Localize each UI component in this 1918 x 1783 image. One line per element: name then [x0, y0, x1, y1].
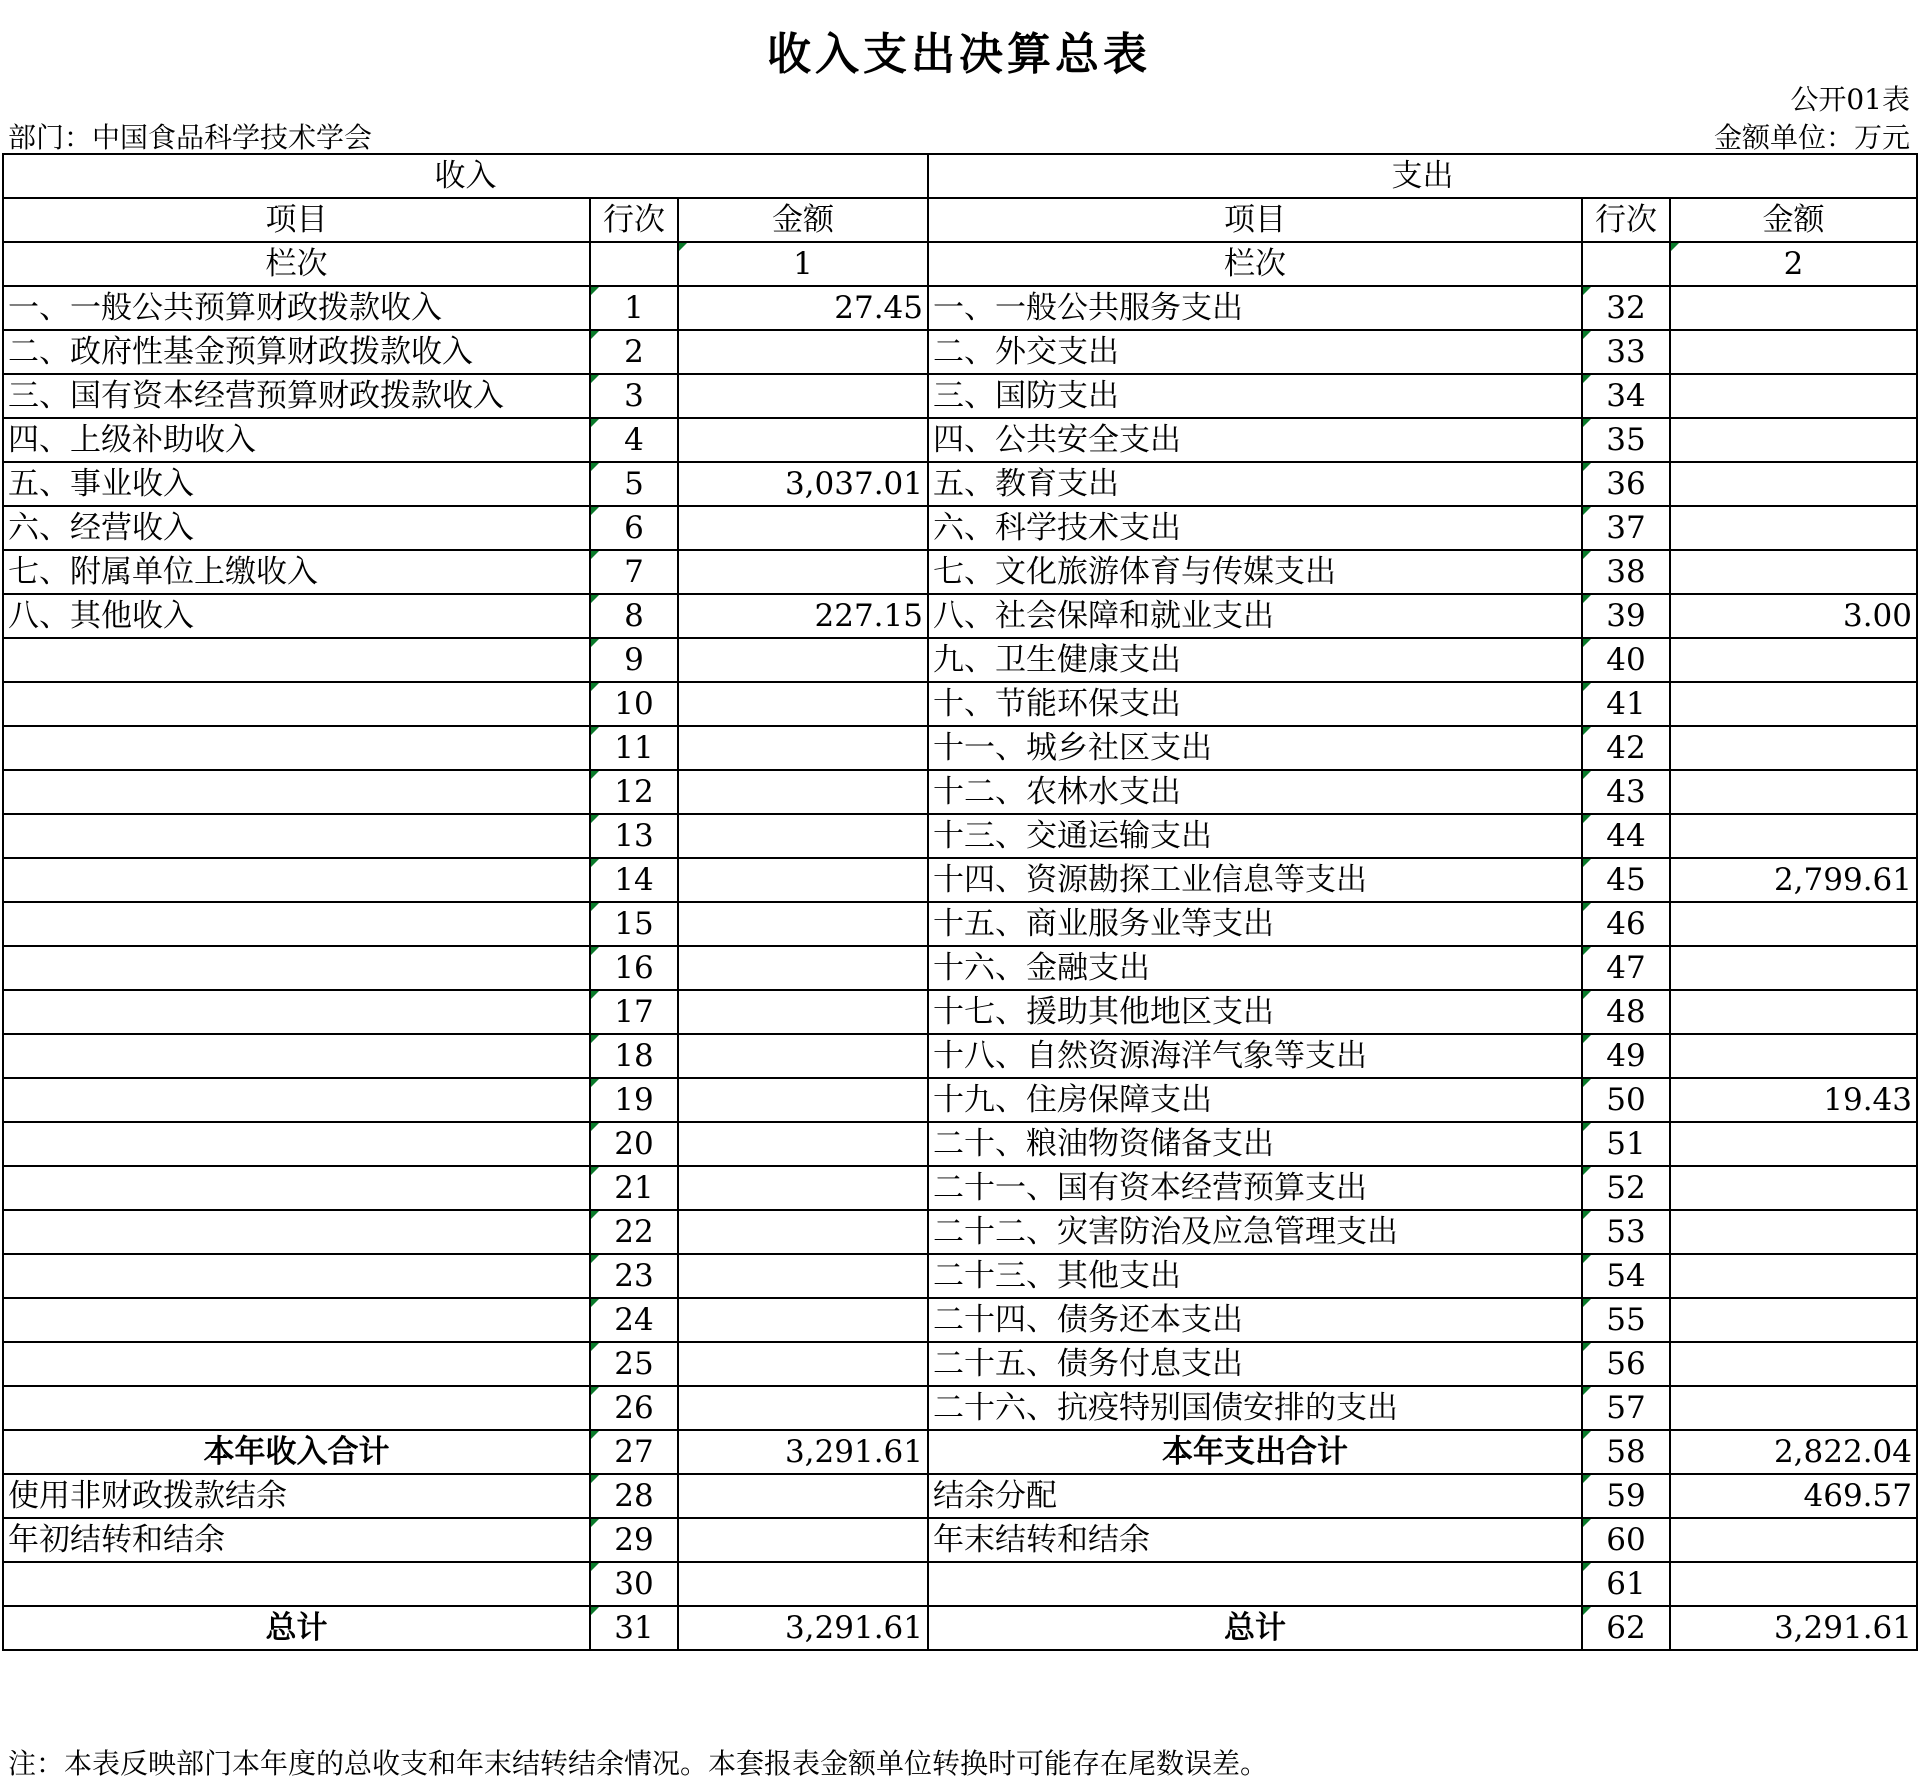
expense-amount — [1670, 946, 1917, 990]
expense-row-no: 33 — [1582, 330, 1670, 374]
income-item — [3, 1342, 590, 1386]
income-item: 三、国有资本经营预算财政拨款收入 — [3, 374, 590, 418]
income-amount — [678, 550, 928, 594]
grand-total-row — [3, 1606, 1917, 1650]
income-item — [3, 1562, 590, 1606]
expense-column-no-label: 栏次 — [928, 242, 1582, 286]
table-row — [3, 286, 1917, 330]
table-row — [3, 1254, 1917, 1298]
form-number: 公开01表 — [1790, 83, 1910, 116]
expense-row-no: 49 — [1582, 1034, 1670, 1078]
expense-item: 十二、农林水支出 — [928, 770, 1582, 814]
expense-row-no: 56 — [1582, 1342, 1670, 1386]
income-item — [3, 638, 590, 682]
income-amount — [678, 1254, 928, 1298]
income-column-no-blank — [590, 242, 678, 286]
income-amount: 27.45 — [678, 286, 928, 330]
income-row-no: 7 — [590, 550, 678, 594]
table-row — [3, 682, 1917, 726]
expense-item: 二十四、债务还本支出 — [928, 1298, 1582, 1342]
income-amount — [678, 638, 928, 682]
income-amount: 3,291.61 — [678, 1430, 928, 1474]
income-row-no: 13 — [590, 814, 678, 858]
page-title: 收入支出决算总表 — [767, 29, 1151, 80]
expense-amount — [1670, 990, 1917, 1034]
income-row-no: 1 — [590, 286, 678, 330]
income-amount — [678, 330, 928, 374]
table-row — [3, 330, 1917, 374]
income-row-no: 28 — [590, 1474, 678, 1518]
expense-amount — [1670, 374, 1917, 418]
expense-row-no: 34 — [1582, 374, 1670, 418]
income-item — [3, 1034, 590, 1078]
income-amount: 3,291.61 — [678, 1606, 928, 1650]
income-item: 年初结转和结余 — [3, 1518, 590, 1562]
expense-row-no: 40 — [1582, 638, 1670, 682]
table-row — [3, 506, 1917, 550]
expense-column-no-blank — [1582, 242, 1670, 286]
income-item — [3, 682, 590, 726]
income-amount — [678, 506, 928, 550]
expense-amount — [1670, 506, 1917, 550]
expense-row-no: 43 — [1582, 770, 1670, 814]
expense-row-no: 44 — [1582, 814, 1670, 858]
expense-item: 八、社会保障和就业支出 — [928, 594, 1582, 638]
expense-item: 十、节能环保支出 — [928, 682, 1582, 726]
table-row — [3, 858, 1917, 902]
expense-item: 五、教育支出 — [928, 462, 1582, 506]
table-row — [3, 1342, 1917, 1386]
table-row — [3, 946, 1917, 990]
expense-row-no: 47 — [1582, 946, 1670, 990]
expense-row-no: 39 — [1582, 594, 1670, 638]
expense-row-no: 37 — [1582, 506, 1670, 550]
income-row-no: 5 — [590, 462, 678, 506]
expense-item: 本年支出合计 — [928, 1430, 1582, 1474]
income-item — [3, 1254, 590, 1298]
expense-amount — [1670, 1562, 1917, 1606]
income-amount — [678, 770, 928, 814]
income-row-no: 19 — [590, 1078, 678, 1122]
table-row — [3, 990, 1917, 1034]
income-row-no: 27 — [590, 1430, 678, 1474]
expense-amount — [1670, 550, 1917, 594]
table-row — [3, 902, 1917, 946]
income-amount — [678, 1034, 928, 1078]
income-item: 八、其他收入 — [3, 594, 590, 638]
income-row-no: 10 — [590, 682, 678, 726]
table-row — [3, 550, 1917, 594]
expense-row-no: 54 — [1582, 1254, 1670, 1298]
income-item — [3, 1166, 590, 1210]
expense-amount: 3,291.61 — [1670, 1606, 1917, 1650]
income-item: 四、上级补助收入 — [3, 418, 590, 462]
income-item — [3, 1386, 590, 1430]
income-amount — [678, 726, 928, 770]
section-header-row — [3, 154, 1917, 198]
expense-amount — [1670, 1254, 1917, 1298]
income-item — [3, 814, 590, 858]
income-row-no: 2 — [590, 330, 678, 374]
income-amount — [678, 902, 928, 946]
income-item: 本年收入合计 — [3, 1430, 590, 1474]
expense-item: 十六、金融支出 — [928, 946, 1582, 990]
expense-item: 十八、自然资源海洋气象等支出 — [928, 1034, 1582, 1078]
expense-item: 二十二、灾害防治及应急管理支出 — [928, 1210, 1582, 1254]
expense-item: 十九、住房保障支出 — [928, 1078, 1582, 1122]
income-amount — [678, 1342, 928, 1386]
expense-amount — [1670, 1298, 1917, 1342]
income-row-no: 20 — [590, 1122, 678, 1166]
income-item: 二、政府性基金预算财政拨款收入 — [3, 330, 590, 374]
expense-item: 结余分配 — [928, 1474, 1582, 1518]
income-row-no: 26 — [590, 1386, 678, 1430]
expense-amount: 2,799.61 — [1670, 858, 1917, 902]
table-row — [3, 1562, 1917, 1606]
income-amount — [678, 858, 928, 902]
expense-row-no: 60 — [1582, 1518, 1670, 1562]
footnote: 注：本表反映部门本年度的总收支和年末结转结余情况。本套报表金额单位转换时可能存在尾数误差。 — [8, 1747, 1269, 1780]
column-number-row — [3, 242, 1917, 286]
income-amount — [678, 1078, 928, 1122]
table-row — [3, 1210, 1917, 1254]
income-column-no: 1 — [678, 242, 928, 286]
income-amount — [678, 946, 928, 990]
income-row-no: 31 — [590, 1606, 678, 1650]
income-amount — [678, 990, 928, 1034]
expense-row-no: 45 — [1582, 858, 1670, 902]
expense-amount — [1670, 682, 1917, 726]
income-amount — [678, 1166, 928, 1210]
income-amount — [678, 1562, 928, 1606]
expense-row-no: 42 — [1582, 726, 1670, 770]
expense-row-no: 46 — [1582, 902, 1670, 946]
income-item — [3, 1078, 590, 1122]
expense-row-no: 50 — [1582, 1078, 1670, 1122]
table-row — [3, 1474, 1917, 1518]
income-row-no: 8 — [590, 594, 678, 638]
table-row — [3, 1034, 1917, 1078]
expense-amount: 2,822.04 — [1670, 1430, 1917, 1474]
income-row-no: 24 — [590, 1298, 678, 1342]
expense-amount — [1670, 1122, 1917, 1166]
year-total-row — [3, 1430, 1917, 1474]
income-amount — [678, 1122, 928, 1166]
expense-item: 二十、粮油物资储备支出 — [928, 1122, 1582, 1166]
income-amount — [678, 1386, 928, 1430]
expense-item: 七、文化旅游体育与传媒支出 — [928, 550, 1582, 594]
income-amount — [678, 1298, 928, 1342]
table-row — [3, 1078, 1917, 1122]
expense-item: 二十三、其他支出 — [928, 1254, 1582, 1298]
income-row-no: 16 — [590, 946, 678, 990]
expense-item: 十三、交通运输支出 — [928, 814, 1582, 858]
expense-item: 六、科学技术支出 — [928, 506, 1582, 550]
expense-section-header: 支出 — [928, 154, 1917, 198]
income-row-no: 22 — [590, 1210, 678, 1254]
table-row — [3, 1386, 1917, 1430]
expense-row-no: 48 — [1582, 990, 1670, 1034]
expense-item: 十一、城乡社区支出 — [928, 726, 1582, 770]
income-amount — [678, 418, 928, 462]
income-item — [3, 990, 590, 1034]
expense-amount — [1670, 1210, 1917, 1254]
expense-row-no: 38 — [1582, 550, 1670, 594]
income-row-no: 17 — [590, 990, 678, 1034]
income-row-no: 30 — [590, 1562, 678, 1606]
income-amount — [678, 1518, 928, 1562]
income-item — [3, 858, 590, 902]
table-row — [3, 374, 1917, 418]
expense-amount: 19.43 — [1670, 1078, 1917, 1122]
income-row-no: 12 — [590, 770, 678, 814]
expense-row-no-header: 行次 — [1582, 198, 1670, 242]
expense-amount — [1670, 330, 1917, 374]
income-amount — [678, 1474, 928, 1518]
income-item — [3, 902, 590, 946]
income-item: 使用非财政拨款结余 — [3, 1474, 590, 1518]
expense-amount — [1670, 1166, 1917, 1210]
expense-amount — [1670, 902, 1917, 946]
income-expense-table — [2, 153, 1918, 1651]
expense-amount — [1670, 1518, 1917, 1562]
expense-item: 二、外交支出 — [928, 330, 1582, 374]
table-row — [3, 418, 1917, 462]
table-row — [3, 1518, 1917, 1562]
column-header-row — [3, 198, 1917, 242]
expense-amount — [1670, 770, 1917, 814]
income-row-no: 29 — [590, 1518, 678, 1562]
income-amount-header: 金额 — [678, 198, 928, 242]
expense-item-header: 项目 — [928, 198, 1582, 242]
expense-amount: 469.57 — [1670, 1474, 1917, 1518]
expense-amount-header: 金额 — [1670, 198, 1917, 242]
expense-row-no: 61 — [1582, 1562, 1670, 1606]
table-row — [3, 726, 1917, 770]
income-item — [3, 1122, 590, 1166]
income-item: 一、一般公共预算财政拨款收入 — [3, 286, 590, 330]
table-row — [3, 1122, 1917, 1166]
income-item: 六、经营收入 — [3, 506, 590, 550]
table-row — [3, 638, 1917, 682]
expense-amount — [1670, 462, 1917, 506]
expense-column-no: 2 — [1670, 242, 1917, 286]
amount-unit-label: 金额单位：万元 — [1713, 121, 1910, 154]
expense-item: 十四、资源勘探工业信息等支出 — [928, 858, 1582, 902]
table-row — [3, 462, 1917, 506]
expense-amount — [1670, 1342, 1917, 1386]
table-row — [3, 770, 1917, 814]
expense-amount: 3.00 — [1670, 594, 1917, 638]
income-amount — [678, 1210, 928, 1254]
expense-row-no: 35 — [1582, 418, 1670, 462]
expense-row-no: 51 — [1582, 1122, 1670, 1166]
income-item: 五、事业收入 — [3, 462, 590, 506]
expense-item: 总计 — [928, 1606, 1582, 1650]
expense-item: 九、卫生健康支出 — [928, 638, 1582, 682]
expense-row-no: 59 — [1582, 1474, 1670, 1518]
income-amount: 3,037.01 — [678, 462, 928, 506]
expense-amount — [1670, 814, 1917, 858]
income-row-no: 18 — [590, 1034, 678, 1078]
income-row-no: 9 — [590, 638, 678, 682]
expense-amount — [1670, 1386, 1917, 1430]
income-item-header: 项目 — [3, 198, 590, 242]
income-row-no: 21 — [590, 1166, 678, 1210]
expense-row-no: 55 — [1582, 1298, 1670, 1342]
expense-item: 三、国防支出 — [928, 374, 1582, 418]
table-row — [3, 594, 1917, 638]
income-item — [3, 946, 590, 990]
table-row — [3, 1298, 1917, 1342]
expense-item: 十七、援助其他地区支出 — [928, 990, 1582, 1034]
expense-amount — [1670, 1034, 1917, 1078]
income-row-no: 11 — [590, 726, 678, 770]
income-row-no: 3 — [590, 374, 678, 418]
department-label: 部门：中国食品科学技术学会 — [8, 121, 373, 154]
income-row-no-header: 行次 — [590, 198, 678, 242]
income-item — [3, 770, 590, 814]
income-amount: 227.15 — [678, 594, 928, 638]
income-item — [3, 1210, 590, 1254]
table-row — [3, 814, 1917, 858]
expense-item: 十五、商业服务业等支出 — [928, 902, 1582, 946]
expense-row-no: 41 — [1582, 682, 1670, 726]
income-item: 总计 — [3, 1606, 590, 1650]
expense-item: 一、一般公共服务支出 — [928, 286, 1582, 330]
expense-item: 二十五、债务付息支出 — [928, 1342, 1582, 1386]
expense-item: 四、公共安全支出 — [928, 418, 1582, 462]
expense-row-no: 53 — [1582, 1210, 1670, 1254]
income-row-no: 23 — [590, 1254, 678, 1298]
expense-amount — [1670, 638, 1917, 682]
expense-row-no: 57 — [1582, 1386, 1670, 1430]
income-amount — [678, 814, 928, 858]
table-row — [3, 1166, 1917, 1210]
expense-amount — [1670, 418, 1917, 462]
expense-item: 二十一、国有资本经营预算支出 — [928, 1166, 1582, 1210]
expense-amount — [1670, 286, 1917, 330]
income-item — [3, 726, 590, 770]
income-row-no: 25 — [590, 1342, 678, 1386]
income-column-no-label: 栏次 — [3, 242, 590, 286]
expense-item: 年末结转和结余 — [928, 1518, 1582, 1562]
income-amount — [678, 374, 928, 418]
income-row-no: 4 — [590, 418, 678, 462]
income-row-no: 6 — [590, 506, 678, 550]
expense-item: 二十六、抗疫特别国债安排的支出 — [928, 1386, 1582, 1430]
expense-row-no: 32 — [1582, 286, 1670, 330]
expense-row-no: 36 — [1582, 462, 1670, 506]
income-item: 七、附属单位上缴收入 — [3, 550, 590, 594]
expense-amount — [1670, 726, 1917, 770]
expense-row-no: 58 — [1582, 1430, 1670, 1474]
income-row-no: 14 — [590, 858, 678, 902]
expense-row-no: 62 — [1582, 1606, 1670, 1650]
income-item — [3, 1298, 590, 1342]
income-section-header: 收入 — [3, 154, 928, 198]
income-row-no: 15 — [590, 902, 678, 946]
expense-item — [928, 1562, 1582, 1606]
expense-row-no: 52 — [1582, 1166, 1670, 1210]
income-amount — [678, 682, 928, 726]
